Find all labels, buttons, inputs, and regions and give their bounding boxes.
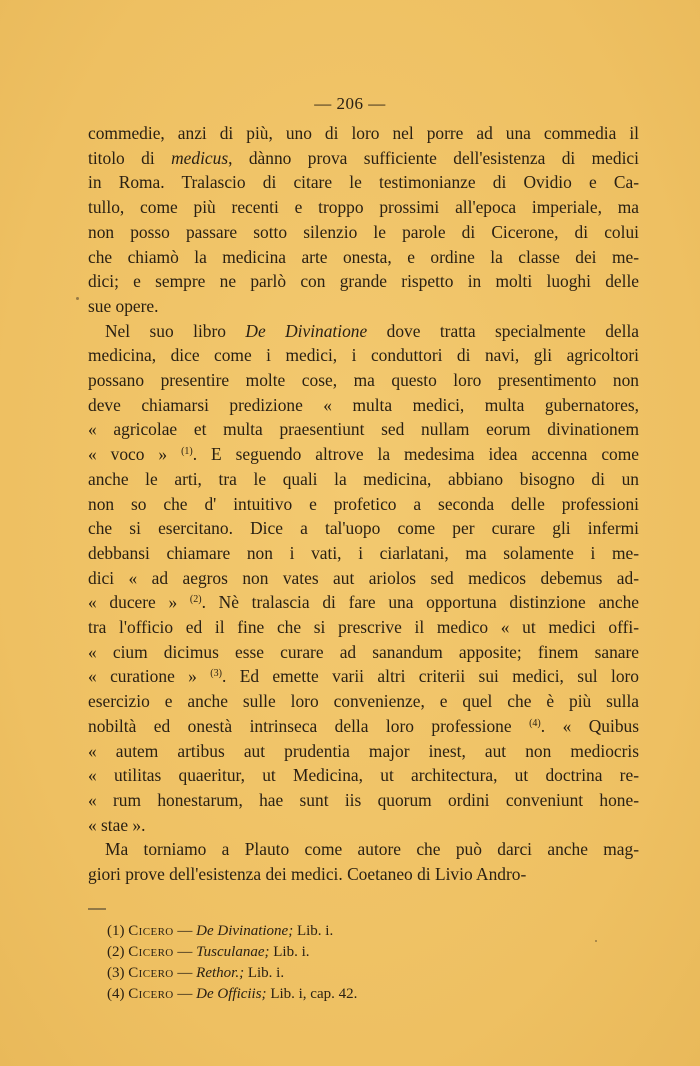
text-line: « curatione » $^{(3)}$. Ed emette varii altri criterii sui medici, sul loro <box>88 666 639 687</box>
text-line: non posso passare sotto silenzio le parole di Cicerone, di colui <box>88 221 639 242</box>
text-line: « autem artibus aut prudentia major inest, aut non mediocris <box>88 740 639 761</box>
footnote-item: (4) Cicero — De Officiis; Lib. i, cap. 42. <box>107 986 358 1002</box>
text-line: « rum honestarum, hae sunt iis quorum ordini conveniunt hone- <box>88 789 639 810</box>
footnote-author: Cicero <box>128 986 174 1002</box>
paper-speck <box>76 297 79 300</box>
text-line: « cium dicimus esse curare ad sanandum apposite; finem sanare <box>88 641 639 662</box>
footnote-rule <box>88 908 106 910</box>
text-line: che si esercitano. Dice a tal'uopo come per curare gli infermi <box>88 518 639 539</box>
text-line: tra l'officio ed il fine che si prescrive il medico « ut medici offi- <box>88 617 639 638</box>
text-line: che chiamò la medicina arte onesta, e ordine la classe dei me- <box>88 246 639 267</box>
page-number: — 206 — <box>314 94 386 113</box>
footnote-item: (3) Cicero — Rethor.; Lib. i. <box>107 965 285 981</box>
footnote-author: Cicero <box>128 923 174 939</box>
footnote-mark: (1) <box>181 446 193 458</box>
text-line: titolo di medicus, dànno prova sufficiente dell'esistenza di medici <box>88 147 639 168</box>
text-line: tullo, come più recenti e troppo prossimi all'epoca imperiale, ma <box>88 197 639 218</box>
text-line: « ducere » $^{(2)}$. Nè tralascia di fare una opportuna distinzione anche <box>88 592 639 613</box>
text-line: esercizio e anche sulle loro convenienze, e quel che è più sulla <box>88 691 639 712</box>
footnote-mark: (2) <box>189 594 202 606</box>
footnote-mark: (4) <box>529 717 541 729</box>
text-line: possano presentire molte cose, ma questo loro presentimento non <box>88 370 639 391</box>
footnote-author: Cicero <box>128 965 174 981</box>
text-line: « stae ». <box>88 814 146 835</box>
text-line: anche le arti, tra le quali la medicina, abbiano bisogno di un <box>88 468 639 489</box>
footnote-work: De Officiis; <box>196 986 267 1002</box>
text-line: nobiltà ed onestà intrinseca della loro professione $^{(4)}$. « Quibus <box>88 715 639 736</box>
footnote-item: (1) Cicero — De Divinatione; Lib. i. <box>107 923 334 939</box>
footnote-work: Tusculanae; <box>196 944 270 960</box>
footnote-work: Rethor.; <box>196 965 245 981</box>
text-line: giori prove dell'esistenza dei medici. Coetaneo di Livio Andro- <box>88 864 527 885</box>
paper-speck <box>595 940 597 942</box>
text-line: Ma torniamo a Plauto come autore che può darci anche mag- <box>105 839 639 860</box>
text-line: « agricolae et multa praesentiunt sed nullam eorum divinationem <box>88 419 639 440</box>
footnote-work: De Divinatione; <box>196 923 294 939</box>
text-line: sue opere. <box>88 295 159 316</box>
body-text <box>88 121 639 887</box>
text-line: commedie, anzi di più, uno di loro nel porre ad una commedia il <box>88 123 639 143</box>
text-line: deve chiamarsi predizione « multa medici, multa gubernatores, <box>88 394 639 415</box>
text-line: non so che d' intuitivo e profetico a seconda delle professioni <box>88 493 639 514</box>
text-line: « voco » $^{(1)}$. E seguendo altrove la medesima idea accenna come <box>88 444 639 465</box>
text-line: debbansi chiamare non i vati, i ciarlatani, ma solamente i me- <box>88 542 639 563</box>
text-line: Nel suo libro De Divinatione dove tratta specialmente della <box>105 320 639 341</box>
footnote-mark: (3) <box>210 668 222 680</box>
footnote-author: Cicero <box>128 944 174 960</box>
text-line: in Roma. Tralascio di citare le testimonianze di Ovidio e Ca- <box>88 172 639 193</box>
text-line: medicina, dice come i medici, i conduttori di navi, gli agricoltori <box>88 345 639 366</box>
text-line: dici « ad aegros non vates aut ariolos sed medicos debemus ad- <box>88 567 639 588</box>
text-line: dici; e sempre ne parlò con grande rispetto in molti luoghi delle <box>88 271 639 292</box>
footnotes <box>107 921 587 1005</box>
text-line: « utilitas quaeritur, ut Medicina, ut architectura, ut doctrina re- <box>88 765 639 786</box>
footnote-item: (2) Cicero — Tusculanae; Lib. i. <box>107 944 310 960</box>
